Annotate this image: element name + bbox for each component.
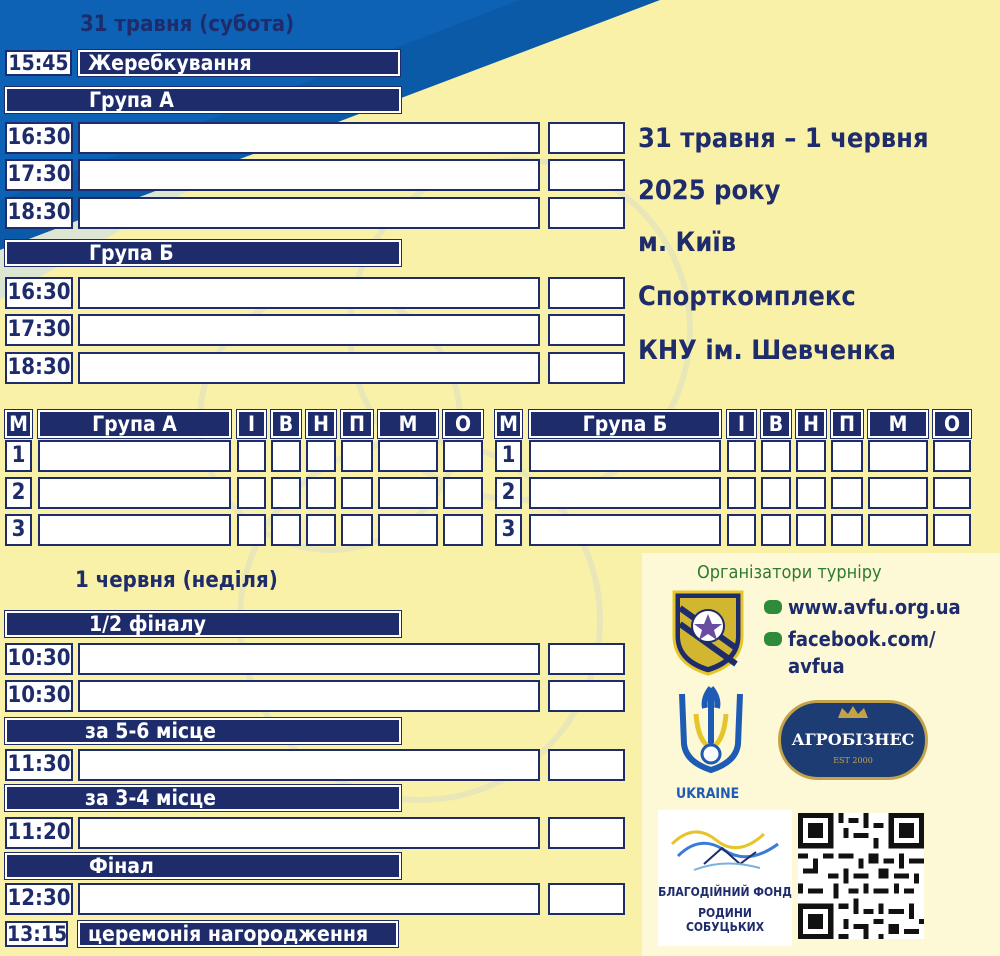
table-a-header-points: О [443,410,483,438]
final-score[interactable] [548,883,625,915]
table-b-team-cell[interactable] [529,477,721,509]
ukraine-label: UKRAINE [676,786,740,802]
table-a-header-p: П [341,410,373,438]
table-a-cell[interactable] [306,514,336,546]
final-match[interactable] [78,883,540,915]
third-place-header: за 3-4 місце [5,785,401,811]
table-b-cell[interactable] [761,514,791,546]
group-b-match-2[interactable] [78,314,540,346]
group-a-time-1: 16:30 [5,122,73,154]
table-b-cell[interactable] [796,440,826,472]
table-b-header-v: В [761,410,791,438]
group-b-time-2: 17:30 [5,314,73,346]
fifth-place-time: 11:30 [5,749,73,781]
table-b-cell[interactable] [933,477,971,509]
semifinal-header: 1/2 фіналу [5,611,401,637]
table-a-cell[interactable] [341,440,373,472]
table-a-cell[interactable] [378,440,438,472]
group-b-score-1[interactable] [548,277,625,309]
table-b-cell[interactable] [796,514,826,546]
table-b-header-n: Н [796,410,826,438]
group-b-score-2[interactable] [548,314,625,346]
fifth-place-score[interactable] [548,749,625,781]
table-b-cell[interactable] [868,514,928,546]
qr-code-icon[interactable] [798,812,924,940]
info-city: м. Київ [638,227,737,258]
table-a-header-m: М [5,410,32,438]
group-a-score-1[interactable] [548,122,625,154]
hands-icon [664,814,788,880]
group-b-match-3[interactable] [78,352,540,384]
info-year: 2025 року [638,175,781,206]
semifinal-match-1[interactable] [78,643,540,675]
fifth-place-header: за 5-6 місце [5,718,401,744]
fifth-place-match[interactable] [78,749,540,781]
table-a-cell[interactable] [443,440,483,472]
group-b-time-3: 18:30 [5,352,73,384]
third-place-time: 11:20 [5,817,73,849]
final-time: 12:30 [5,883,73,915]
table-a-place-1: 1 [5,440,32,472]
agrobusiness-name: АГРОБІЗНЕС [791,730,915,749]
table-b-cell[interactable] [868,477,928,509]
table-b-header-points: О [933,410,971,438]
table-a-cell[interactable] [237,477,266,509]
table-b-cell[interactable] [933,440,971,472]
table-b-cell[interactable] [933,514,971,546]
table-a-cell[interactable] [237,440,266,472]
site-link[interactable]: www.avfu.org.ua [788,595,961,619]
info-venue-2: КНУ ім. Шевченка [638,335,896,366]
table-b-header-i: І [727,410,756,438]
table-b-cell[interactable] [831,477,863,509]
table-a-cell[interactable] [341,477,373,509]
fund-name-2: РОДИНИ СОБУЦЬКИХ [685,906,765,934]
table-a-cell[interactable] [237,514,266,546]
third-place-match[interactable] [78,817,540,849]
table-b-header-m: М [495,410,522,438]
table-a-team-cell[interactable] [38,440,231,472]
group-a-header: Група А [5,87,401,113]
table-b-place-2: 2 [495,477,522,509]
table-a-cell[interactable] [378,477,438,509]
group-b-header: Група Б [5,240,401,266]
table-b-header-p: П [831,410,863,438]
table-a-cell[interactable] [271,477,301,509]
group-a-score-2[interactable] [548,159,625,191]
crown-icon [836,704,870,720]
fund-name-1: БЛАГОДІЙНИЙ ФОНД [658,885,792,899]
group-a-time-2: 17:30 [5,159,73,191]
table-b-cell[interactable] [761,477,791,509]
group-a-match-1[interactable] [78,122,540,154]
bullet-icon [764,632,782,646]
table-a-cell[interactable] [271,440,301,472]
table-b-cell[interactable] [727,477,756,509]
draw-label: Жеребкування [78,50,400,76]
group-b-match-1[interactable] [78,277,540,309]
table-a-cell[interactable] [443,514,483,546]
group-b-time-1: 16:30 [5,277,73,309]
ceremony-time: 13:15 [7,922,68,946]
table-a-cell[interactable] [378,514,438,546]
table-a-header-i: І [237,410,266,438]
table-a-team-cell[interactable] [38,477,231,509]
agrobusiness-est: EST 2000 [833,756,873,765]
draw-time: 15:45 [5,50,72,76]
final-header: Фінал [5,853,401,879]
day1-title: 31 травня (субота) [80,12,295,37]
info-venue-1: Спорткомплекс [638,281,856,312]
facebook-link-continued[interactable]: avfua [788,654,845,678]
table-a-header-goals: М [378,410,438,438]
table-b-cell[interactable] [727,440,756,472]
avfu-logo-icon [670,588,746,676]
table-b-header-goals: М [868,410,928,438]
semifinal-score-2[interactable] [548,680,625,712]
day2-title: 1 червня (неділя) [75,568,278,593]
semifinal-match-2[interactable] [78,680,540,712]
table-b-cell[interactable] [831,514,863,546]
facebook-link[interactable]: facebook.com/ [788,627,936,651]
table-a-cell[interactable] [443,477,483,509]
info-dates: 31 травня – 1 червня [638,123,929,154]
table-b-team-cell[interactable] [529,440,721,472]
table-a-cell[interactable] [306,440,336,472]
table-b-place-1: 1 [495,440,522,472]
table-b-place-3: 3 [495,514,522,546]
group-a-score-3[interactable] [548,197,625,229]
table-b-cell[interactable] [727,514,756,546]
table-b-cell[interactable] [868,440,928,472]
table-a-cell[interactable] [341,514,373,546]
semifinal-time-2: 10:30 [5,680,73,712]
table-b-cell[interactable] [796,477,826,509]
ceremony-label: церемонія нагородження [78,921,398,947]
semifinal-time-1: 10:30 [5,643,73,675]
group-a-time-3: 18:30 [5,197,73,229]
table-b-team-cell[interactable] [529,514,721,546]
table-b-cell[interactable] [761,440,791,472]
table-a-place-2: 2 [5,477,32,509]
third-place-score[interactable] [548,817,625,849]
group-a-match-3[interactable] [78,197,540,229]
ukraine-trident-icon [672,684,750,784]
organizers-title: Організатори турніру [697,562,882,583]
table-a-cell[interactable] [271,514,301,546]
table-b-cell[interactable] [831,440,863,472]
table-a-team-cell[interactable] [38,514,231,546]
table-a-place-3: 3 [5,514,32,546]
group-a-match-2[interactable] [78,159,540,191]
table-b-header-group: Група Б [529,410,721,438]
group-b-score-3[interactable] [548,352,625,384]
table-a-header-v: В [271,410,301,438]
table-a-header-group: Група А [38,410,231,438]
semifinal-score-1[interactable] [548,643,625,675]
bullet-icon [764,600,782,614]
table-a-cell[interactable] [306,477,336,509]
table-a-header-n: Н [306,410,336,438]
